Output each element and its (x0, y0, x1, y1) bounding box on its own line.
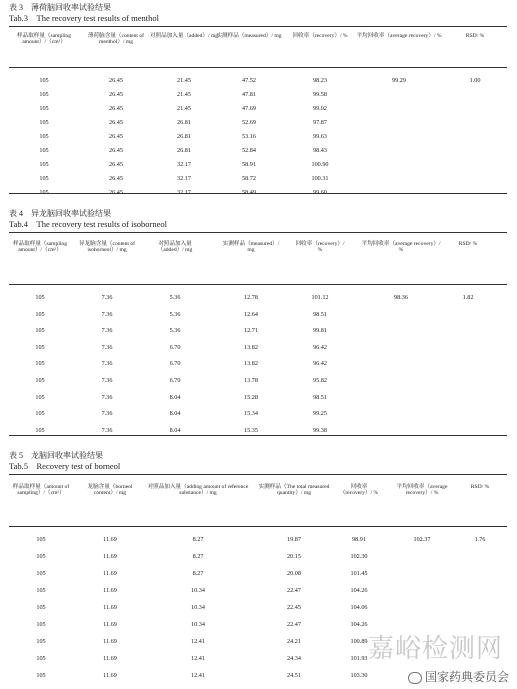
table-5-header-cell: 对照品加入量（adding amount of reference substance）/ mg (147, 484, 249, 497)
table-cell: 7.36 (101, 343, 113, 351)
table-cell: 7.36 (101, 310, 113, 318)
table-cell: 12.41 (191, 655, 205, 662)
table-cell: 11.69 (103, 553, 117, 560)
table-cell: 7.36 (101, 360, 113, 368)
table-5-header-rule (9, 526, 507, 527)
table-5-top-rule (9, 474, 507, 475)
table-cell: 104.26 (350, 621, 368, 628)
table-4-header-cell: RSD/ % (458, 241, 478, 247)
table-cell: 26.81 (177, 147, 191, 154)
table-cell: 12.78 (244, 294, 258, 301)
table-3-header-cell: 实测样品（measured）/ mg (216, 33, 282, 39)
table-cell: 102.37 (413, 536, 431, 543)
table-cell: 8.04 (169, 410, 181, 418)
table-cell: 105 (36, 604, 46, 611)
table-5-header-cell: RSD/ % (470, 484, 490, 490)
table-cell: 58.91 (242, 161, 256, 168)
table-cell: 11.69 (103, 655, 117, 662)
table-5-header (9, 484, 507, 524)
table-cell: 100.89 (350, 638, 368, 645)
table-cell: 10.34 (191, 621, 205, 628)
table-cell: 21.45 (177, 105, 191, 112)
table-cell: 105 (39, 105, 49, 112)
table-cell: 20.08 (287, 570, 301, 577)
table-cell: 47.52 (242, 77, 256, 84)
table-cell: 53.16 (242, 133, 256, 140)
table-cell: 8.27 (192, 536, 204, 543)
table-row (9, 102, 507, 116)
table-cell: 98.36 (394, 294, 408, 301)
table-cell: 99.81 (313, 327, 327, 335)
table-cell: 98.43 (313, 147, 327, 154)
table-cell: 15.35 (244, 426, 258, 434)
table-cell: 105 (35, 410, 45, 418)
table-3-header-cell: 样品取样量（sampling amount）/（cm²） (16, 33, 72, 46)
table-cell: 22.47 (287, 587, 301, 594)
table-cell: 105 (39, 133, 49, 140)
table-cell: 7.36 (101, 377, 113, 384)
table-row (9, 357, 507, 371)
table-row (9, 324, 507, 338)
table-row (9, 116, 507, 130)
table-cell: 105 (36, 536, 46, 543)
table-4-caption-cn: 表 4 异龙脑回收率试验结果 (9, 209, 111, 218)
table-cell: 105 (36, 655, 46, 662)
table-cell: 24.51 (287, 672, 301, 679)
table-cell: 105 (36, 621, 46, 628)
table-cell: 8.27 (192, 553, 204, 560)
table-cell: 52.69 (242, 119, 256, 126)
table-4-header (9, 241, 507, 283)
table-cell: 8.27 (192, 570, 204, 577)
table-row (9, 341, 507, 355)
table-4-header-cell: 回收率（recovery）/ % (295, 241, 345, 254)
watermark-logo-text: 嘉峪检测网 (367, 634, 503, 664)
table-cell: 24.34 (287, 655, 301, 662)
table-cell: 7.36 (101, 327, 113, 335)
table-row (9, 533, 507, 547)
table-cell: 101.93 (350, 655, 368, 662)
table-cell: 99.29 (392, 77, 406, 84)
table-cell: 10.34 (191, 604, 205, 611)
table-cell: 100.31 (311, 175, 329, 182)
table-cell: 102.30 (350, 553, 368, 560)
table-cell: 104.06 (350, 604, 368, 611)
table-cell: 99.60 (313, 189, 327, 196)
table-cell: 95.82 (313, 377, 327, 384)
table-cell: 11.69 (103, 604, 117, 611)
table-cell: 11.69 (103, 672, 117, 679)
table-3-header-cell: 薄荷脑含量（content of menthol）/ mg (87, 33, 145, 46)
table-cell: 105 (35, 426, 45, 434)
table-cell: 22.45 (287, 604, 301, 611)
table-cell: 22.47 (287, 621, 301, 628)
table-cell: 100.90 (311, 161, 329, 168)
table-cell: 1.00 (469, 77, 481, 84)
table-cell: 12.64 (244, 310, 258, 318)
table-3-header (9, 33, 507, 63)
table-cell: 98.23 (313, 77, 327, 84)
table-3-header-cell: 平均回收率（average recovery）/ % (356, 33, 442, 39)
table-cell: 24.21 (287, 638, 301, 645)
table-4-top-rule (9, 232, 507, 233)
table-cell: 26.45 (109, 133, 123, 140)
table-row (9, 567, 507, 581)
table-cell: 105 (36, 587, 46, 594)
table-cell: 26.45 (109, 119, 123, 126)
table-row (9, 291, 507, 305)
table-4-caption-en: Tab.4 The recovery test results of isoborneol (9, 219, 168, 229)
table-cell: 32.17 (177, 189, 191, 196)
table-row (9, 172, 507, 186)
table-row (9, 158, 507, 172)
table-cell: 20.15 (287, 553, 301, 560)
table-cell: 105 (36, 672, 46, 679)
table-cell: 96.42 (313, 343, 327, 351)
table-4-header-cell: 样品取样量（sampling amount）/（cm²） (12, 241, 68, 254)
table-cell: 99.02 (313, 105, 327, 112)
table-cell: 104.26 (350, 587, 368, 594)
table-5-header-cell: 平均回收率（average recovery）/ % (396, 484, 448, 497)
table-cell: 13.82 (244, 343, 258, 351)
table-cell: 105 (36, 553, 46, 560)
table-row (9, 74, 507, 88)
table-cell: 58.49 (242, 189, 256, 196)
table-cell: 15.28 (244, 393, 258, 401)
table-cell: 105 (36, 638, 46, 645)
table-4-header-rule (9, 284, 507, 285)
table-5-caption-en: Tab.5 Recovery test of borneol (9, 461, 121, 471)
table-cell: 105 (35, 343, 45, 351)
table-5-header-cell: 样品取样量（amount of sampling）/（cm²） (12, 484, 70, 497)
table-cell: 101.12 (311, 294, 329, 301)
table-3-caption-en: Tab.3 The recovery test results of menthol (9, 13, 159, 23)
table-cell: 12.71 (244, 327, 258, 335)
table-cell: 26.45 (109, 105, 123, 112)
table-cell: 105 (39, 161, 49, 168)
table-cell: 7.36 (101, 294, 113, 301)
table-cell: 11.69 (103, 587, 117, 594)
table-cell: 32.17 (177, 161, 191, 168)
table-cell: 1.82 (462, 294, 474, 301)
table-cell: 7.36 (101, 393, 113, 401)
table-cell: 19.87 (287, 536, 301, 543)
table-cell: 10.34 (191, 587, 205, 594)
table-cell: 6.70 (169, 360, 181, 368)
table-row (9, 601, 507, 615)
table-cell: 7.36 (101, 426, 113, 434)
table-cell: 15.34 (244, 410, 258, 418)
table-cell: 5.36 (169, 310, 181, 318)
table-cell: 13.78 (244, 377, 258, 384)
table-4-block (9, 209, 507, 435)
table-3-block (9, 3, 507, 196)
table-cell: 105 (39, 189, 49, 196)
table-cell: 105 (39, 175, 49, 182)
table-3-top-rule (9, 26, 507, 27)
table-cell: 26.45 (109, 147, 123, 154)
table-cell: 103.30 (350, 672, 368, 679)
table-cell: 21.45 (177, 77, 191, 84)
table-cell: 105 (39, 77, 49, 84)
table-5-caption-cn: 表 5 龙脑回收率试验结果 (9, 451, 103, 460)
table-cell: 12.41 (191, 672, 205, 679)
table-cell: 26.45 (109, 91, 123, 98)
table-cell: 99.25 (313, 410, 327, 418)
table-cell: 101.45 (350, 570, 368, 577)
table-cell: 105 (35, 360, 45, 368)
table-cell: 11.69 (103, 621, 117, 628)
table-cell: 58.72 (242, 175, 256, 182)
table-cell: 105 (39, 119, 49, 126)
table-cell: 5.36 (169, 327, 181, 335)
table-4-header-cell: 实测样品（measured）/ mg (222, 241, 280, 254)
table-cell: 6.70 (169, 343, 181, 351)
table-4-header-cell: 异龙脑含量（content of isoborneol）/ mg (78, 241, 136, 254)
table-3-header-cell: 对照品加入量（added）/ mg (149, 33, 219, 39)
table-5-header-cell: 龙脑含量（borneol content）/ mg (87, 484, 133, 497)
table-row (9, 391, 507, 405)
table-cell: 47.69 (242, 105, 256, 112)
table-3-header-cell: RSD/ % (465, 33, 485, 39)
table-row (9, 130, 507, 144)
table-cell: 12.41 (191, 638, 205, 645)
table-cell: 11.69 (103, 570, 117, 577)
table-cell: 105 (35, 310, 45, 318)
table-cell: 98.51 (313, 310, 327, 318)
table-row (9, 308, 507, 322)
table-cell: 105 (39, 91, 49, 98)
wechat-icon (408, 672, 422, 684)
table-3-header-rule (9, 67, 507, 68)
table-row (9, 550, 507, 564)
table-cell: 13.82 (244, 360, 258, 368)
table-5-header-cell: 回收率（recovery）/ % (339, 484, 379, 497)
table-cell: 8.04 (169, 426, 181, 434)
table-cell: 98.51 (313, 393, 327, 401)
table-cell: 105 (35, 377, 45, 384)
table-cell: 26.45 (109, 77, 123, 84)
table-cell: 26.45 (109, 175, 123, 182)
table-4-header-cell: 对照品加入量（added）/ mg (157, 241, 193, 254)
table-3-caption-cn: 表 3 薄荷脑回收率试验结果 (9, 3, 111, 12)
table-4-header-cell: 平均回收率（average recovery）/ % (361, 241, 441, 254)
table-5-header-cell: 实测样品（The total measured quantity）/ mg (258, 484, 330, 497)
table-cell: 97.87 (313, 119, 327, 126)
table-cell: 99.63 (313, 133, 327, 140)
table-cell: 7.36 (101, 410, 113, 418)
table-cell: 6.70 (169, 377, 181, 384)
table-cell: 32.17 (177, 175, 191, 182)
table-cell: 47.81 (242, 91, 256, 98)
table-row (9, 144, 507, 158)
table-cell: 26.81 (177, 119, 191, 126)
table-cell: 1.76 (474, 536, 486, 543)
table-cell: 26.45 (109, 161, 123, 168)
table-row (9, 584, 507, 598)
table-3-header-cell: 回收率（recovery）/ % (292, 33, 348, 39)
table-row (9, 407, 507, 421)
table-4-bottom-rule (9, 435, 507, 436)
table-row (9, 374, 507, 388)
table-3-bottom-rule (9, 193, 507, 194)
table-cell: 26.81 (177, 133, 191, 140)
table-cell: 8.04 (169, 393, 181, 401)
watermark-source-text: 国家药典委员会 (424, 670, 509, 684)
table-cell: 11.69 (103, 638, 117, 645)
table-cell: 105 (35, 393, 45, 401)
table-cell: 5.36 (169, 294, 181, 301)
table-cell: 99.58 (313, 91, 327, 98)
table-cell: 21.45 (177, 91, 191, 98)
table-cell: 99.38 (313, 426, 327, 434)
watermark-source (408, 668, 509, 685)
table-cell: 105 (36, 570, 46, 577)
table-cell: 105 (35, 327, 45, 335)
table-cell: 96.42 (313, 360, 327, 368)
table-cell: 105 (35, 294, 45, 301)
table-cell: 52.84 (242, 147, 256, 154)
table-row (9, 88, 507, 102)
table-cell: 98.91 (352, 536, 366, 543)
table-cell: 26.45 (109, 189, 123, 196)
table-cell: 105 (39, 147, 49, 154)
table-cell: 11.69 (103, 536, 117, 543)
